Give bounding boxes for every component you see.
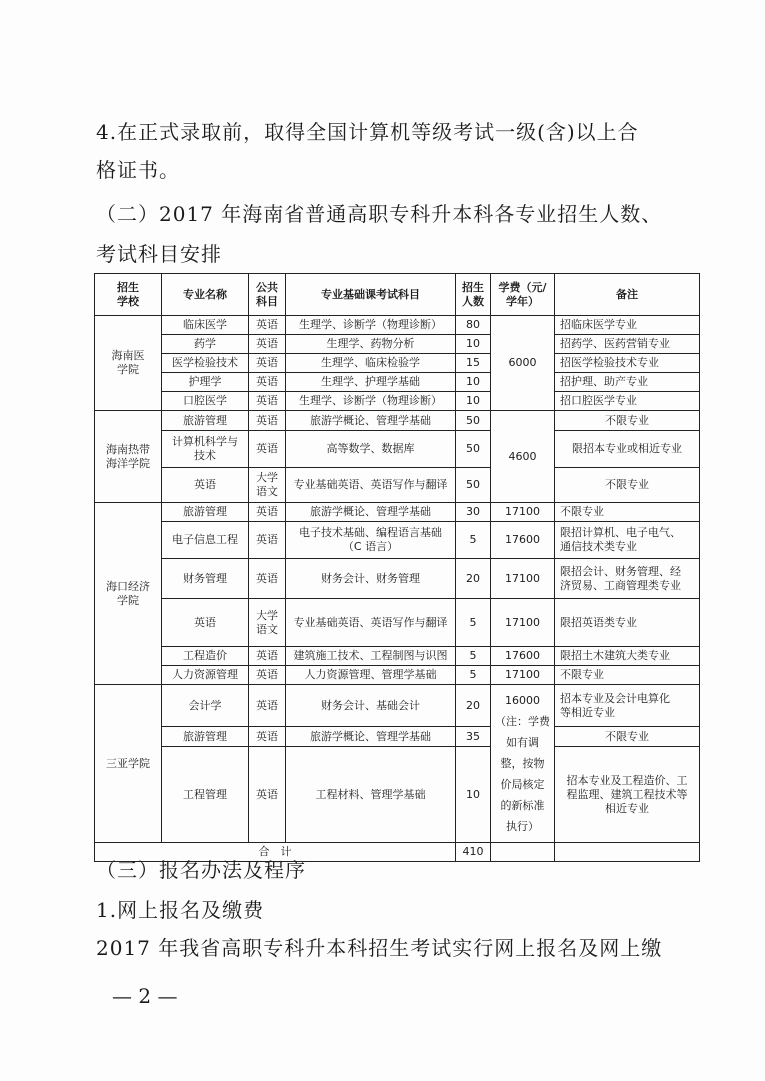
major-name: 计算机科学与 技术: [162, 431, 249, 468]
page-number: — 2 —: [112, 984, 178, 1008]
major-name: 电子信息工程: [162, 522, 249, 559]
quota: 5: [456, 647, 491, 666]
public-subject: 英语: [249, 685, 286, 727]
paragraph-online-registration: 2017 年我省高职专科升本科招生考试实行网上报名及网上缴: [96, 936, 663, 960]
header-public: 公共 科目: [249, 274, 286, 316]
exam-subjects: 生理学、药物分析: [286, 335, 456, 354]
public-subject: 大学 语文: [249, 468, 286, 503]
quota: 10: [456, 373, 491, 392]
exam-subjects: 旅游学概论、管理学基础: [286, 503, 456, 522]
public-subject: 英语: [249, 335, 286, 354]
major-name: 旅游管理: [162, 503, 249, 522]
quota: 5: [456, 522, 491, 559]
section-heading-enrollment: （二）2017 年海南省普通高职专科升本科各专业招生人数、: [96, 202, 663, 226]
quota: 30: [456, 503, 491, 522]
header-major: 专业名称: [162, 274, 249, 316]
major-name: 工程造价: [162, 647, 249, 666]
major-name: 临床医学: [162, 316, 249, 335]
total-quota: 410: [456, 843, 491, 862]
tuition-fee: 17100: [491, 599, 555, 647]
table-row: [95, 666, 700, 685]
public-subject: 英语: [249, 373, 286, 392]
section-heading-registration: （三）报名办法及程序: [96, 858, 306, 882]
major-name: 财务管理: [162, 559, 249, 599]
public-subject: 英语: [249, 666, 286, 685]
school-name: 海口经济 学院: [95, 503, 162, 685]
quota: 10: [456, 392, 491, 411]
section-heading-enrollment-cont: 考试科目安排: [96, 242, 222, 266]
major-name: 英语: [162, 468, 249, 503]
major-name: 工程管理: [162, 747, 249, 843]
remark: 限招会计、财务管理、经 济贸易、工商管理类专业: [555, 559, 700, 599]
exam-subjects: 旅游学概论、管理学基础: [286, 727, 456, 747]
exam-subjects: 高等数学、数据库: [286, 431, 456, 468]
quota: 5: [456, 599, 491, 647]
major-name: 旅游管理: [162, 727, 249, 747]
school-name: 海南医 学院: [95, 316, 162, 411]
quota: 5: [456, 666, 491, 685]
remark: 招本专业及会计电算化 等相近专业: [555, 685, 700, 727]
total-label: 合 计: [95, 843, 456, 862]
table-row: [95, 647, 700, 666]
quota: 50: [456, 468, 491, 503]
tuition-fee: 17600: [491, 647, 555, 666]
exam-subjects: 生理学、诊断学（物理诊断）: [286, 316, 456, 335]
remark: 招本专业及工程造价、工 程监理、建筑工程技术等 相近专业: [555, 747, 700, 843]
table-row: [95, 685, 700, 727]
quota: 15: [456, 354, 491, 373]
exam-subjects: 旅游学概论、管理学基础: [286, 411, 456, 431]
table-row: [95, 727, 700, 747]
table-row: [95, 316, 700, 335]
quota: 80: [456, 316, 491, 335]
table-row: [95, 503, 700, 522]
tuition-fee: 6000: [491, 316, 555, 411]
quota: 10: [456, 747, 491, 843]
table-row: [95, 411, 700, 431]
quota: 10: [456, 335, 491, 354]
major-name: 护理学: [162, 373, 249, 392]
remark: 不限专业: [555, 503, 700, 522]
exam-subjects: 生理学、临床检验学: [286, 354, 456, 373]
remark: 限招英语类专业: [555, 599, 700, 647]
remark: 招护理、助产专业: [555, 373, 700, 392]
public-subject: 英语: [249, 411, 286, 431]
public-subject: 英语: [249, 727, 286, 747]
public-subject: 英语: [249, 431, 286, 468]
public-subject: 英语: [249, 503, 286, 522]
public-subject: 英语: [249, 392, 286, 411]
table-row: [95, 354, 700, 373]
quota: 50: [456, 431, 491, 468]
public-subject: 英语: [249, 354, 286, 373]
header-quota: 招生 人数: [456, 274, 491, 316]
enrollment-table: [94, 273, 700, 862]
table-row: [95, 468, 700, 503]
header-school: 招生 学校: [95, 274, 162, 316]
tuition-fee: 17100: [491, 559, 555, 599]
major-name: 英语: [162, 599, 249, 647]
public-subject: 英语: [249, 647, 286, 666]
table-header-row: [95, 274, 700, 316]
remark: 限招土木建筑大类专业: [555, 647, 700, 666]
table-row: [95, 431, 700, 468]
exam-subjects: 生理学、诊断学（物理诊断）: [286, 392, 456, 411]
tuition-fee: 4600: [491, 411, 555, 503]
paragraph-computer-cert: 4.在正式录取前，取得全国计算机等级考试一级(含)以上合: [96, 120, 639, 144]
major-name: 口腔医学: [162, 392, 249, 411]
table-row: [95, 392, 700, 411]
remark: 招临床医学专业: [555, 316, 700, 335]
school-name: 海南热带 海洋学院: [95, 411, 162, 503]
exam-subjects: 财务会计、基础会计: [286, 685, 456, 727]
public-subject: 英语: [249, 747, 286, 843]
tuition-fee: 17600: [491, 522, 555, 559]
exam-subjects: 专业基础英语、英语写作与翻译: [286, 599, 456, 647]
school-name: 三亚学院: [95, 685, 162, 843]
public-subject: 大学 语文: [249, 599, 286, 647]
table-row: [95, 599, 700, 647]
exam-subjects: 财务会计、财务管理: [286, 559, 456, 599]
exam-subjects: 工程材料、管理学基础: [286, 747, 456, 843]
header-fee: 学费（元/ 学年）: [491, 274, 555, 316]
exam-subjects: 人力资源管理、管理学基础: [286, 666, 456, 685]
remark: 限招计算机、电子电气、 通信技术类专业: [555, 522, 700, 559]
remark: 不限专业: [555, 468, 700, 503]
paragraph-computer-cert-cont: 格证书。: [96, 158, 180, 182]
table-row: [95, 747, 700, 843]
tuition-fee: 16000 （注：学费 如有调 整，按物 价局核定 的新标准 执行）: [491, 685, 555, 843]
exam-subjects: 电子技术基础、编程语言基础 （C 语言）: [286, 522, 456, 559]
exam-subjects: 生理学、护理学基础: [286, 373, 456, 392]
major-name: 人力资源管理: [162, 666, 249, 685]
remark: 招药学、医药营销专业: [555, 335, 700, 354]
exam-subjects: 建筑施工技术、工程制图与识图: [286, 647, 456, 666]
public-subject: 英语: [249, 316, 286, 335]
quota: 50: [456, 411, 491, 431]
remark: 不限专业: [555, 666, 700, 685]
remark: 不限专业: [555, 727, 700, 747]
table-row: [95, 522, 700, 559]
tuition-fee: 17100: [491, 503, 555, 522]
header-subjects: 专业基础课考试科目: [286, 274, 456, 316]
remark: 不限专业: [555, 411, 700, 431]
header-remark: 备注: [555, 274, 700, 316]
tuition-fee: 17100: [491, 666, 555, 685]
remark: 招口腔医学专业: [555, 392, 700, 411]
remark: 招医学检验技术专业: [555, 354, 700, 373]
subheading-online-registration: 1.网上报名及缴费: [96, 898, 265, 922]
public-subject: 英语: [249, 522, 286, 559]
major-name: 医学检验技术: [162, 354, 249, 373]
public-subject: 英语: [249, 559, 286, 599]
major-name: 药学: [162, 335, 249, 354]
major-name: 会计学: [162, 685, 249, 727]
exam-subjects: 专业基础英语、英语写作与翻译: [286, 468, 456, 503]
major-name: 旅游管理: [162, 411, 249, 431]
remark: 限招本专业或相近专业: [555, 431, 700, 468]
table-row: [95, 335, 700, 354]
quota: 35: [456, 727, 491, 747]
table-row: [95, 559, 700, 599]
quota: 20: [456, 685, 491, 727]
quota: 20: [456, 559, 491, 599]
table-row: [95, 373, 700, 392]
